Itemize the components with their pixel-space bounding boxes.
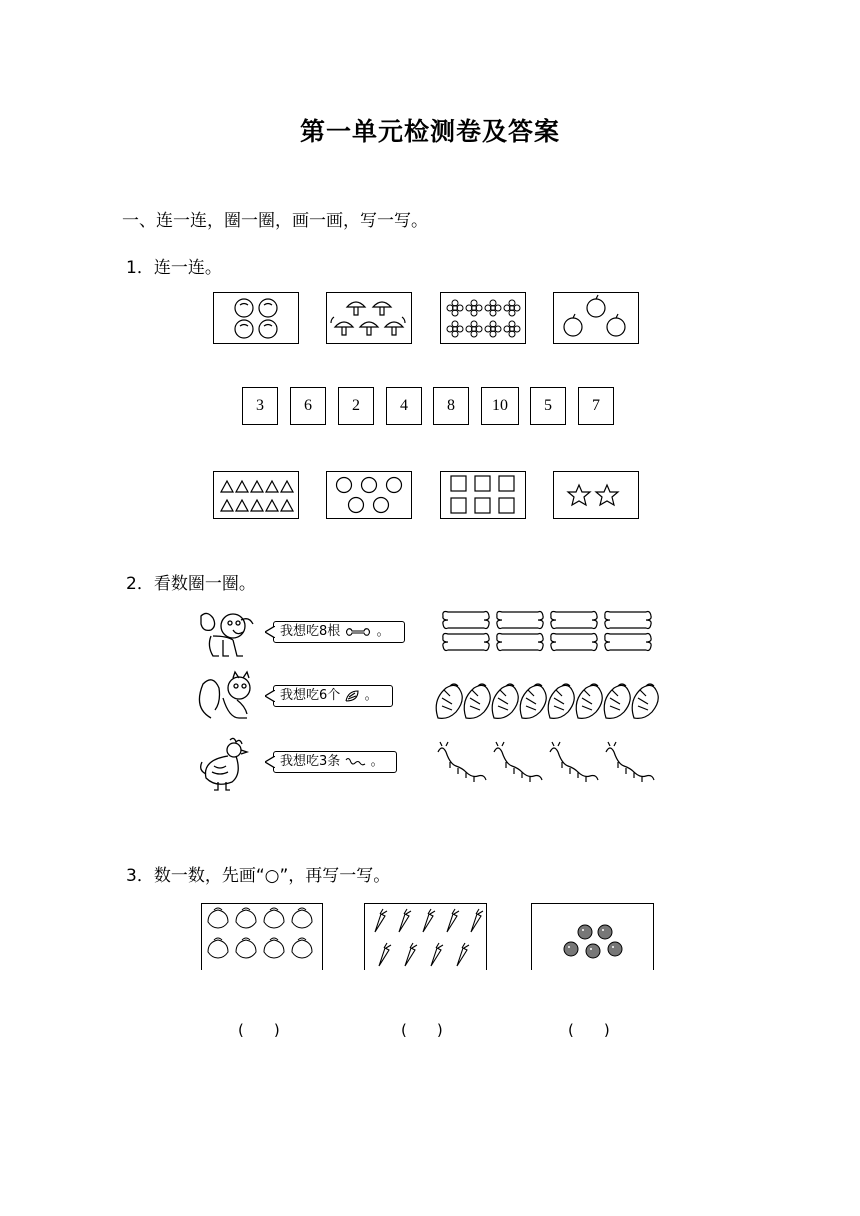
pinecones-group[interactable] bbox=[432, 678, 664, 722]
speech-bubble bbox=[273, 751, 397, 773]
bones-group[interactable] bbox=[440, 606, 660, 652]
orange-group-icon bbox=[214, 293, 298, 343]
number-box[interactable]: 5 bbox=[530, 387, 566, 425]
question-2-label: 2．看数圈一圈。 bbox=[126, 574, 256, 594]
mushrooms-box[interactable] bbox=[326, 292, 412, 344]
pinecone-icon bbox=[464, 684, 490, 718]
speech-text: 我想吃8根 bbox=[280, 624, 341, 639]
caterpillar-icon bbox=[494, 742, 542, 782]
apples-box[interactable] bbox=[553, 292, 639, 344]
speech-bubble bbox=[273, 685, 393, 707]
squirrel-icon bbox=[193, 670, 265, 726]
caterpillar-icon bbox=[438, 742, 486, 782]
number-box[interactable]: 10 bbox=[481, 387, 519, 425]
question-1-label: 1．连一连。 bbox=[126, 258, 222, 278]
triangle-group-icon bbox=[214, 472, 298, 518]
star-group-icon bbox=[554, 472, 638, 518]
bone-icon bbox=[605, 612, 651, 629]
caterpillar-icon bbox=[432, 740, 664, 786]
peach-group-icon bbox=[202, 904, 322, 970]
speech-end: 。 bbox=[376, 624, 390, 639]
bone-icon bbox=[440, 606, 660, 652]
bone-icon bbox=[443, 612, 489, 629]
mushroom-group-icon bbox=[327, 293, 411, 343]
carrot-group-icon bbox=[365, 904, 486, 970]
pinecone-icon bbox=[548, 684, 574, 718]
oranges-box[interactable] bbox=[213, 292, 299, 344]
pinecone-icon bbox=[436, 684, 462, 718]
number-box[interactable]: 3 bbox=[242, 387, 278, 425]
strawberry-group-icon bbox=[532, 904, 653, 970]
bone-icon bbox=[497, 612, 543, 629]
caterpillar-icon bbox=[550, 742, 598, 782]
speech-text: 我想吃3条 bbox=[280, 754, 341, 769]
speech-end: 。 bbox=[370, 754, 384, 769]
pinecone-icon bbox=[520, 684, 546, 718]
pinecone-icon bbox=[604, 684, 630, 718]
bone-icon bbox=[443, 634, 489, 651]
number-box[interactable]: 7 bbox=[578, 387, 614, 425]
bone-icon bbox=[605, 634, 651, 651]
page-title: 第一单元检测卷及答案 bbox=[299, 117, 560, 146]
answer-area[interactable] bbox=[201, 970, 323, 1009]
speech-end: 。 bbox=[364, 688, 378, 703]
pinecone-icon bbox=[344, 689, 360, 703]
pinecone-icon bbox=[632, 684, 658, 718]
section-heading: 一、连一连，圈一圈，画一画，写一写。 bbox=[122, 211, 428, 231]
flowers-box[interactable] bbox=[440, 292, 526, 344]
caterpillar-icon bbox=[606, 742, 654, 782]
triangles-box[interactable] bbox=[213, 471, 299, 519]
dog-icon bbox=[193, 606, 265, 662]
number-box[interactable]: 4 bbox=[386, 387, 422, 425]
speech-bubble bbox=[273, 621, 405, 643]
circle-group-icon bbox=[327, 472, 411, 518]
stars-box[interactable] bbox=[553, 471, 639, 519]
rooster-icon bbox=[196, 736, 268, 794]
squares-box[interactable] bbox=[440, 471, 526, 519]
question-3-label: 3．数一数，先画“○”，再写一写。 bbox=[126, 866, 391, 886]
caterpillars-group[interactable] bbox=[432, 740, 664, 786]
apple-group-icon bbox=[554, 293, 638, 343]
number-box[interactable]: 6 bbox=[290, 387, 326, 425]
pinecone-icon bbox=[432, 678, 664, 722]
bone-icon bbox=[551, 612, 597, 629]
circles-box[interactable] bbox=[326, 471, 412, 519]
bone-icon bbox=[344, 627, 372, 637]
answer-parentheses[interactable]: ( ) bbox=[238, 1021, 280, 1039]
speech-text: 我想吃6个 bbox=[280, 688, 341, 703]
flower-group-icon bbox=[441, 293, 525, 343]
answer-area[interactable] bbox=[364, 970, 487, 1009]
caterpillar-icon bbox=[344, 756, 366, 768]
pinecone-icon bbox=[576, 684, 602, 718]
bone-icon bbox=[551, 634, 597, 651]
pinecone-icon bbox=[492, 684, 518, 718]
bone-icon bbox=[497, 634, 543, 651]
square-group-icon bbox=[441, 472, 525, 518]
number-box[interactable]: 8 bbox=[433, 387, 469, 425]
answer-parentheses[interactable]: ( ) bbox=[568, 1021, 610, 1039]
answer-area[interactable] bbox=[531, 970, 654, 1009]
number-box[interactable]: 2 bbox=[338, 387, 374, 425]
answer-parentheses[interactable]: ( ) bbox=[401, 1021, 443, 1039]
